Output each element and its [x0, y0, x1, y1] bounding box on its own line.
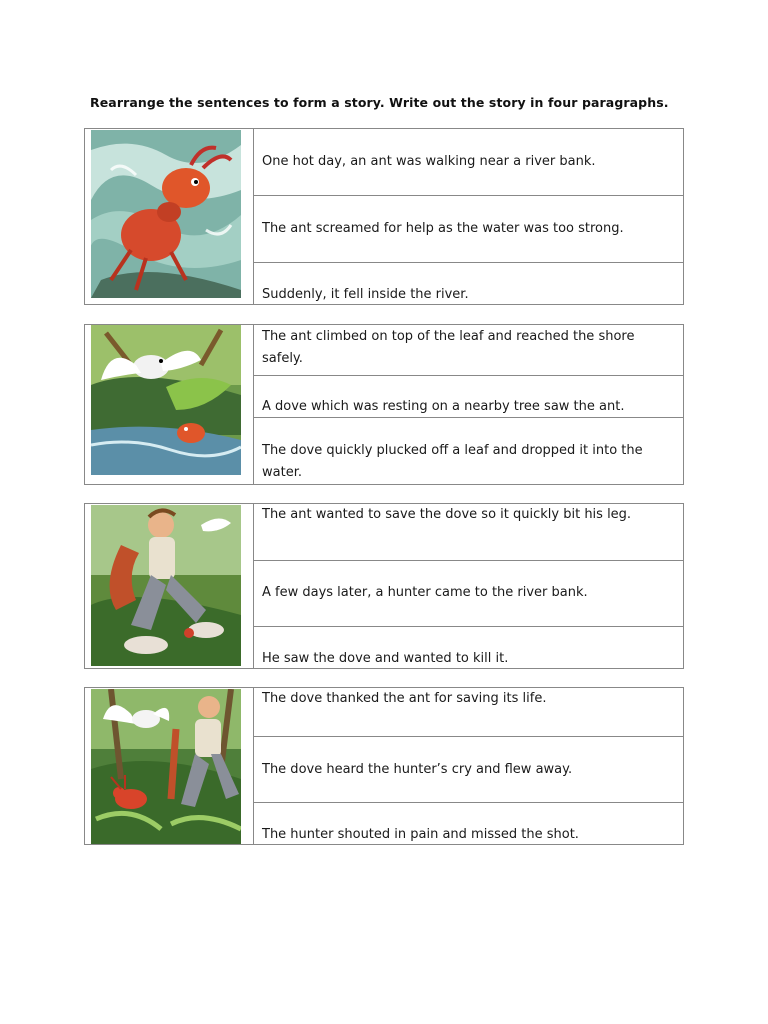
sentence-row: A few days later, a hunter came to the river bank. — [254, 560, 683, 626]
sentence-column — [253, 504, 683, 668]
story-image-dove-flies-away — [91, 689, 241, 844]
story-block-2 — [84, 324, 684, 485]
story-block-1 — [84, 128, 684, 305]
story-image-hunter-bitten — [91, 505, 241, 666]
sentence-column — [253, 325, 683, 484]
sentence-row: The ant climbed on top of the leaf and reached the shore safely. — [262, 329, 635, 366]
sentence-row: The dove heard the hunter’s cry and flew away. — [254, 736, 683, 802]
story-image-ant-in-river — [91, 130, 241, 298]
sentence-row: The dove thanked the ant for saving its life. — [262, 691, 547, 706]
sentence-row: The ant screamed for help as the water was too strong. — [254, 195, 683, 262]
story-image-dove-and-leaf — [91, 325, 241, 475]
sentence-column — [253, 688, 683, 844]
sentence-column — [253, 129, 683, 304]
sentence-row: One hot day, an ant was walking near a river bank. — [262, 154, 596, 169]
sentence-row: A dove which was resting on a nearby tree saw the ant. — [254, 375, 683, 417]
story-block-3 — [84, 503, 684, 669]
sentence-row: He saw the dove and wanted to kill it. — [254, 626, 683, 669]
instruction-heading: Rearrange the sentences to form a story. Write out the story in four paragraphs. — [90, 95, 669, 110]
story-block-4 — [84, 687, 684, 845]
sentence-row: The ant wanted to save the dove so it quickly bit his leg. — [262, 507, 632, 522]
sentence-row: The hunter shouted in pain and missed the shot. — [254, 802, 683, 845]
sentence-row: Suddenly, it fell inside the river. — [254, 262, 683, 305]
sentence-row: The dove quickly plucked off a leaf and dropped it into the water. — [254, 417, 683, 485]
